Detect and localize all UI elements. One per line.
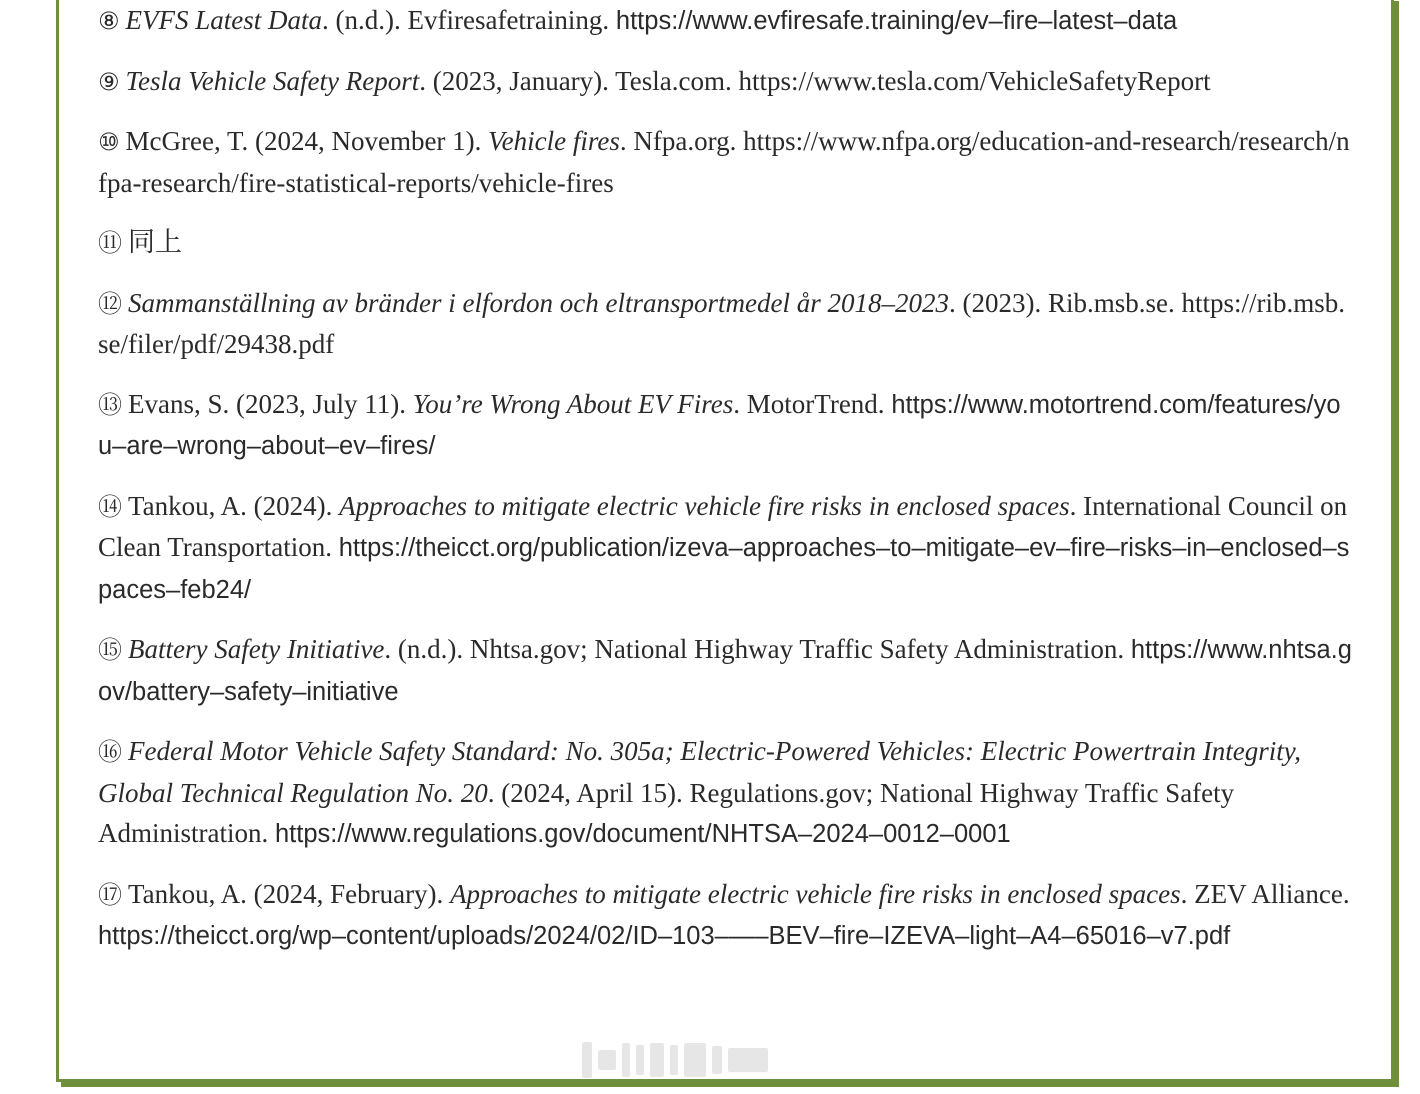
reference-number: ⑪: [98, 229, 122, 257]
reference-item: [98, 629, 1353, 712]
reference-number: ⑨: [98, 67, 120, 96]
reference-item: [98, 874, 1353, 957]
reference-title: Sammanställning av bränder i elfordon och eltransportmedel år 2018–2023: [128, 287, 949, 318]
reference-title: Federal Motor Vehicle Safety Standard: No. 305a; Electric-Powered Vehicles: Electric Powertrain Integrity, Global Technical Regulation No. 20: [98, 736, 1301, 808]
reference-number: ⑭: [98, 492, 122, 521]
reference-item: [98, 486, 1353, 611]
reference-source: . ZEV Alliance.: [1180, 878, 1350, 909]
reference-item: [98, 0, 1353, 42]
reference-number: ⑮: [98, 636, 122, 664]
reference-source: . (2024, April 15). Regulations.gov; National Highway Traffic Safety Administration.: [98, 777, 1235, 848]
reference-source: . MotorTrend.: [733, 388, 892, 419]
reference-item: [98, 283, 1353, 365]
reference-title: Battery Safety Initiative: [128, 634, 385, 664]
reference-item: [98, 384, 1353, 467]
reference-url-link[interactable]: https://theicct.org/wp–content/uploads/2024/02/ID–103–—–BEV–fire–IZEVA–light–A4–65016–v7.pdf: [98, 922, 1231, 950]
reference-url-link[interactable]: https://www.evfiresafe.training/ev–fire–latest–data: [615, 7, 1178, 35]
reference-number: ⑬: [98, 390, 122, 419]
reference-author: Tankou, A. (2024, February).: [128, 878, 451, 909]
reference-number: ⑫: [98, 289, 122, 318]
reference-item: [98, 222, 1353, 264]
reference-source: . (2023). Rib.msb.se.: [948, 287, 1182, 318]
reference-title: Vehicle fires: [488, 126, 620, 156]
reference-number: ⑰: [98, 880, 122, 909]
reference-url-link[interactable]: https://www.nfpa.org/education-and-research/research/nfpa-research/fire-statistical-reports/vehicle-fires: [98, 126, 1350, 198]
reference-author: 同上: [128, 227, 182, 257]
reference-title: EVFS Latest Data: [125, 5, 323, 35]
reference-item: [98, 121, 1353, 203]
reference-source: . Nfpa.org.: [619, 126, 744, 156]
reference-url-link[interactable]: https://www.regulations.gov/document/NHTSA–2024–0012–0001: [275, 820, 1011, 848]
reference-list: [98, 0, 1353, 976]
reference-title: You’re Wrong About EV Fires: [412, 388, 734, 419]
reference-url-link[interactable]: https://rib.msb.se/filer/pdf/29438.pdf: [98, 287, 1345, 359]
reference-title: Tesla Vehicle Safety Report: [125, 65, 420, 96]
reference-url-link[interactable]: https://www.nhtsa.gov/battery–safety–initiative: [98, 636, 1352, 706]
reference-item: [98, 731, 1353, 855]
reference-number: ⑧: [98, 7, 120, 35]
reference-source: . (n.d.). Nhtsa.gov; National Highway Traffic Safety Administration.: [384, 634, 1131, 664]
watermark-logo: [582, 1040, 838, 1080]
reference-number: ⑩: [98, 128, 120, 156]
reference-title: Approaches to mitigate electric vehicle fire risks in enclosed spaces: [450, 878, 1181, 909]
reference-source: . (2023, January). Tesla.com.: [419, 65, 739, 96]
reference-item: [98, 61, 1353, 103]
reference-source: . International Council on Clean Transportation.: [98, 490, 1348, 562]
reference-url-link[interactable]: https://theicct.org/publication/izeva–approaches–to–mitigate–ev–fire–risks–in–enclosed–spaces–feb24/: [98, 534, 1350, 604]
reference-author: McGree, T. (2024, November 1).: [125, 126, 489, 156]
reference-author: Tankou, A. (2024).: [128, 490, 340, 521]
reference-url-link[interactable]: https://www.motortrend.com/features/you–are–wrong–about–ev–fires/: [98, 390, 1341, 460]
reference-number: ⑯: [98, 738, 122, 766]
reference-title: Approaches to mitigate electric vehicle fire risks in enclosed spaces: [339, 490, 1070, 521]
reference-author: Evans, S. (2023, July 11).: [128, 388, 413, 419]
reference-url-link[interactable]: https://www.tesla.com/VehicleSafetyReport: [738, 65, 1211, 96]
reference-source: . (n.d.). Evfiresafetraining.: [322, 5, 616, 35]
